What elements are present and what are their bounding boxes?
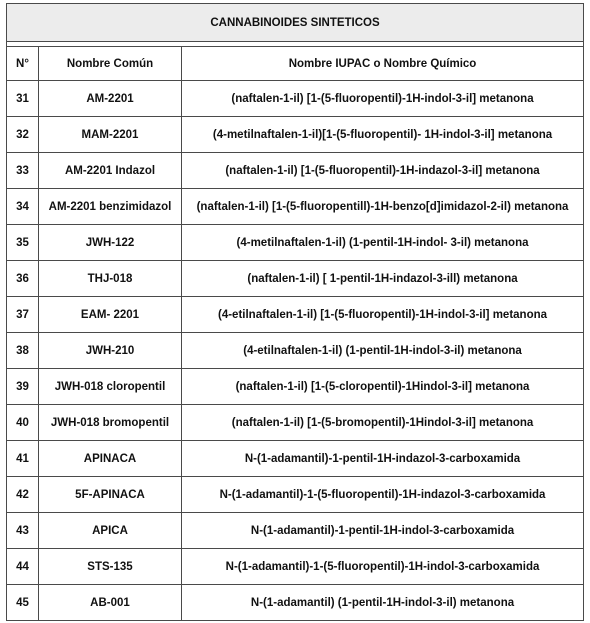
row-iupac-name: (naftalen-1-il) [1-(5-fluoropentil)-1H-indazol-3-il] metanona bbox=[182, 153, 584, 189]
row-iupac-name: (naftalen-1-il) [ 1-pentil-1H-indazol-3-ill) metanona bbox=[182, 261, 584, 297]
row-common-name: JWH-018 bromopentil bbox=[39, 405, 182, 441]
row-common-name: EAM- 2201 bbox=[39, 297, 182, 333]
row-number: 38 bbox=[7, 333, 39, 369]
table-row bbox=[7, 585, 584, 621]
row-common-name: AM-2201 benzimidazol bbox=[39, 189, 182, 225]
row-common-name: 5F-APINACA bbox=[39, 477, 182, 513]
row-common-name: JWH-122 bbox=[39, 225, 182, 261]
row-iupac-name: N-(1-adamantil)-1-pentil-1H-indazol-3-carboxamida bbox=[182, 441, 584, 477]
row-common-name: STS-135 bbox=[39, 549, 182, 585]
table-row bbox=[7, 189, 584, 225]
row-common-name: AM-2201 bbox=[39, 81, 182, 117]
table-row bbox=[7, 441, 584, 477]
row-common-name: AM-2201 Indazol bbox=[39, 153, 182, 189]
row-iupac-name: N-(1-adamantil)-1-(5-fluoropentil)-1H-indazol-3-carboxamida bbox=[182, 477, 584, 513]
header-number: N° bbox=[7, 47, 39, 81]
cannabinoids-table bbox=[6, 3, 584, 621]
row-iupac-name: (naftalen-1-il) [1-(5-bromopentil)-1Hindol-3-il] metanona bbox=[182, 405, 584, 441]
table-row bbox=[7, 369, 584, 405]
row-iupac-name: (4-metilnaftalen-1-il)[1-(5-fluoropentil)- 1H-indol-3-il] metanona bbox=[182, 117, 584, 153]
row-common-name: AB-001 bbox=[39, 585, 182, 621]
row-common-name: MAM-2201 bbox=[39, 117, 182, 153]
table-row bbox=[7, 477, 584, 513]
row-common-name: APINACA bbox=[39, 441, 182, 477]
row-iupac-name: (naftalen-1-il) [1-(5-fluoropentil)-1H-indol-3-il] metanona bbox=[182, 81, 584, 117]
table-title-row bbox=[7, 4, 584, 42]
row-number: 44 bbox=[7, 549, 39, 585]
row-number: 36 bbox=[7, 261, 39, 297]
row-iupac-name: (4-etilnaftalen-1-il) (1-pentil-1H-indol-3-il) metanona bbox=[182, 333, 584, 369]
row-iupac-name: (4-etilnaftalen-1-il) [1-(5-fluoropentil)-1H-indol-3-il] metanona bbox=[182, 297, 584, 333]
row-iupac-name: (4-metilnaftalen-1-il) (1-pentil-1H-indol- 3-il) metanona bbox=[182, 225, 584, 261]
row-number: 45 bbox=[7, 585, 39, 621]
row-number: 39 bbox=[7, 369, 39, 405]
table-row bbox=[7, 153, 584, 189]
table-title: CANNABINOIDES SINTETICOS bbox=[7, 4, 584, 42]
header-iupac: Nombre IUPAC o Nombre Químico bbox=[182, 47, 584, 81]
row-number: 40 bbox=[7, 405, 39, 441]
table-row bbox=[7, 297, 584, 333]
table-row bbox=[7, 405, 584, 441]
table-row bbox=[7, 261, 584, 297]
row-common-name: THJ-018 bbox=[39, 261, 182, 297]
row-number: 42 bbox=[7, 477, 39, 513]
table-row bbox=[7, 333, 584, 369]
row-number: 32 bbox=[7, 117, 39, 153]
table-header-row bbox=[7, 47, 584, 81]
row-number: 37 bbox=[7, 297, 39, 333]
header-common-name: Nombre Común bbox=[39, 47, 182, 81]
table-row bbox=[7, 549, 584, 585]
table-row bbox=[7, 225, 584, 261]
table-row bbox=[7, 117, 584, 153]
row-iupac-name: N-(1-adamantil) (1-pentil-1H-indol-3-il) metanona bbox=[182, 585, 584, 621]
table-row bbox=[7, 513, 584, 549]
row-common-name: JWH-018 cloropentil bbox=[39, 369, 182, 405]
row-number: 34 bbox=[7, 189, 39, 225]
row-number: 33 bbox=[7, 153, 39, 189]
row-common-name: APICA bbox=[39, 513, 182, 549]
row-common-name: JWH-210 bbox=[39, 333, 182, 369]
row-number: 35 bbox=[7, 225, 39, 261]
row-number: 43 bbox=[7, 513, 39, 549]
row-iupac-name: (naftalen-1-il) [1-(5-cloropentil)-1Hindol-3-il] metanona bbox=[182, 369, 584, 405]
row-number: 31 bbox=[7, 81, 39, 117]
row-number: 41 bbox=[7, 441, 39, 477]
table-row bbox=[7, 81, 584, 117]
row-iupac-name: N-(1-adamantil)-1-pentil-1H-indol-3-carboxamida bbox=[182, 513, 584, 549]
row-iupac-name: N-(1-adamantil)-1-(5-fluoropentil)-1H-indol-3-carboxamida bbox=[182, 549, 584, 585]
row-iupac-name: (naftalen-1-il) [1-(5-fluoropentill)-1H-benzo[d]imidazol-2-il) metanona bbox=[182, 189, 584, 225]
